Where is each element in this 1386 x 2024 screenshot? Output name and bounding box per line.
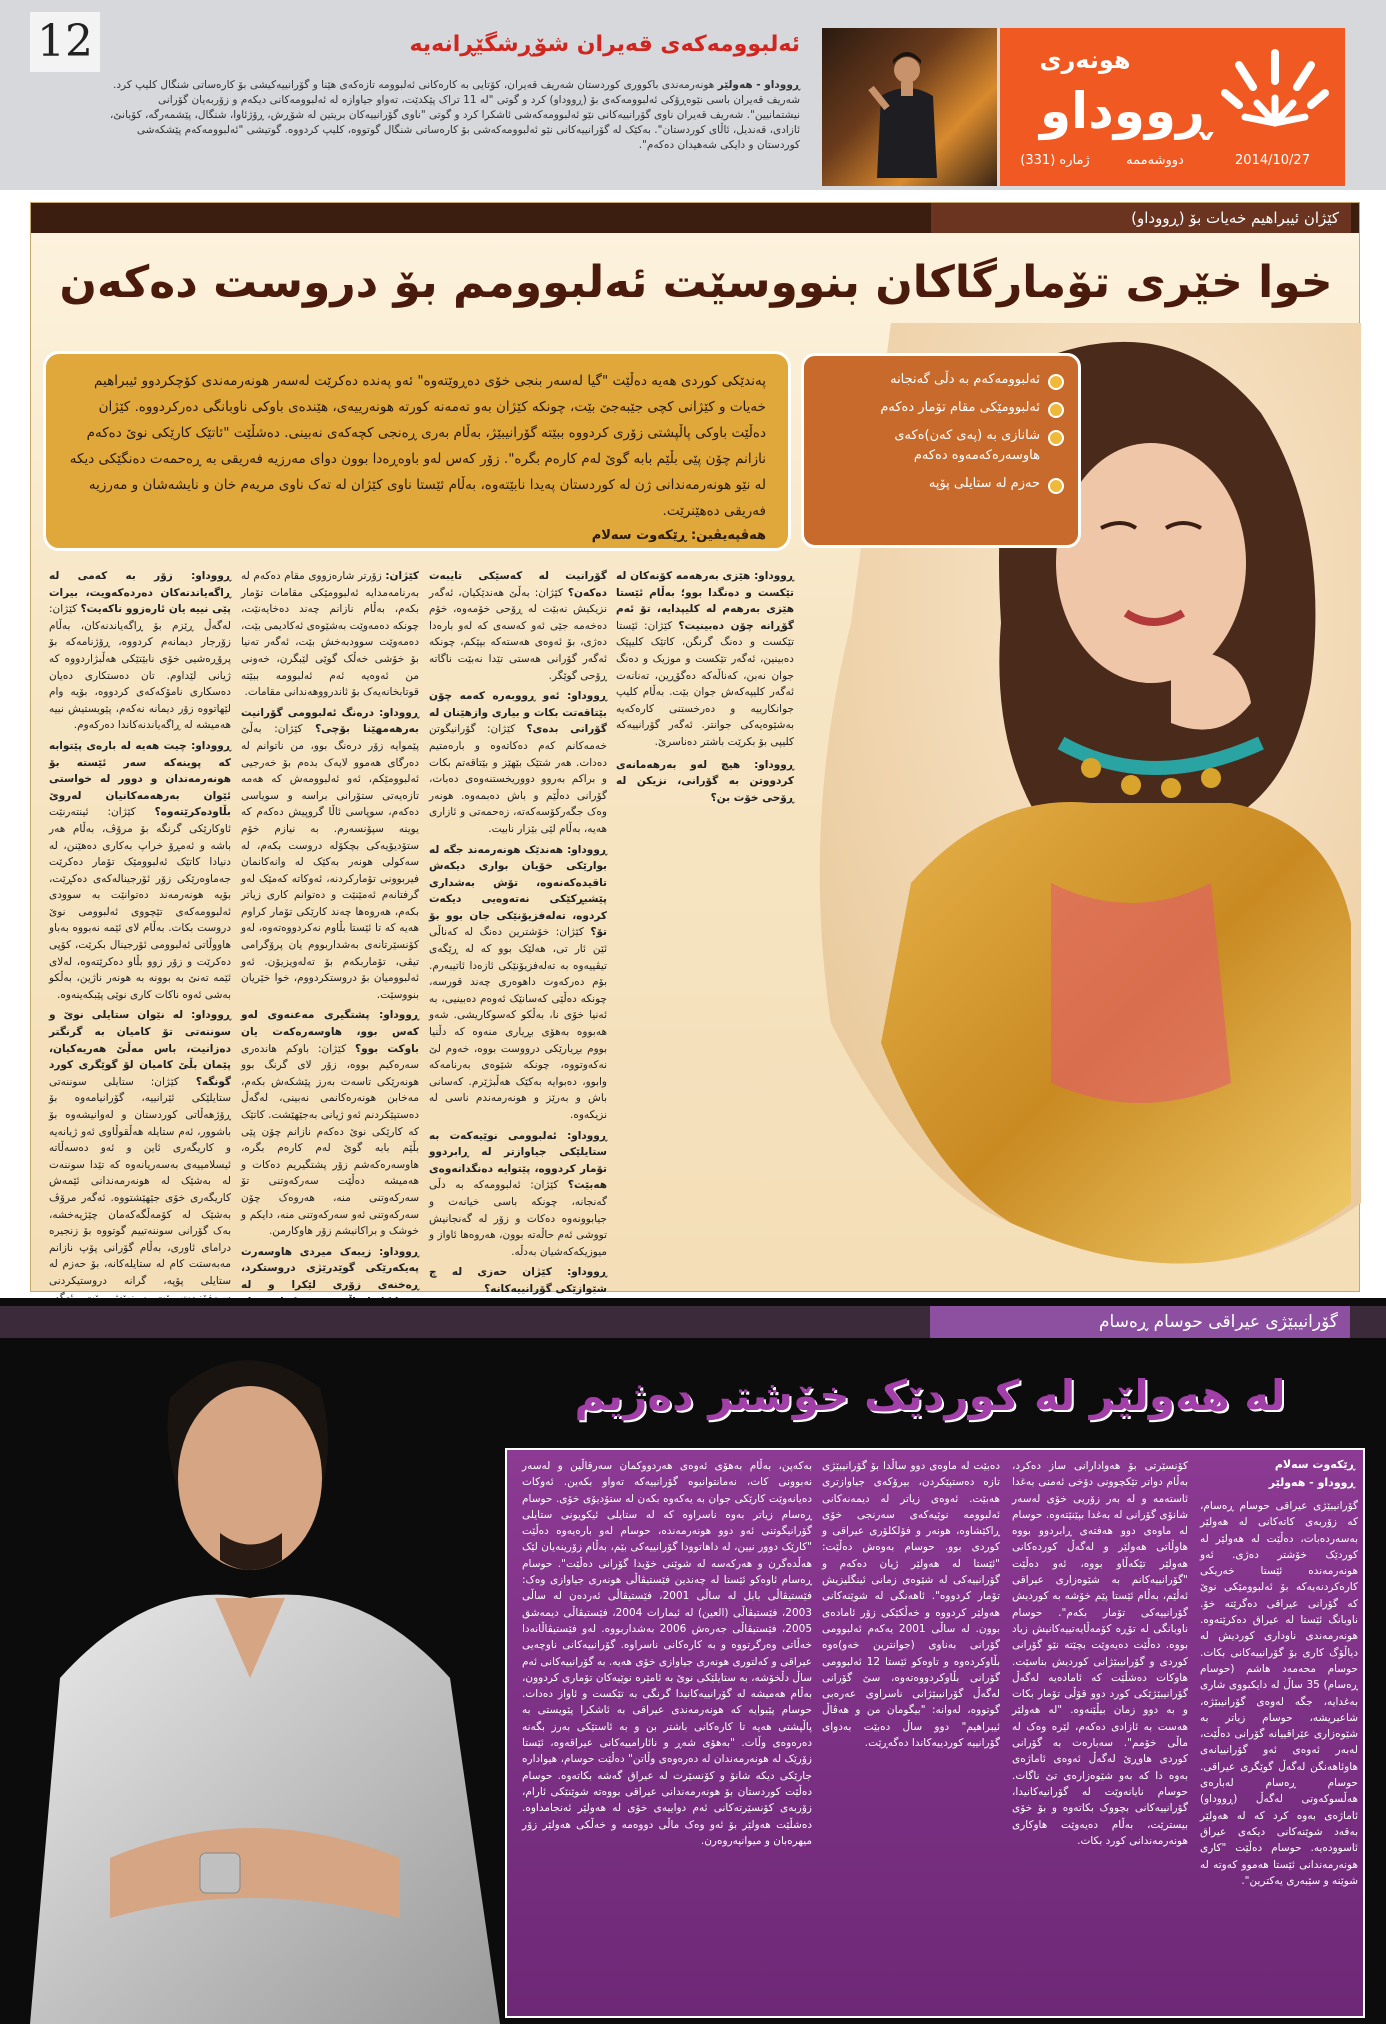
pullquote-item: شانازی بە (پەی کەن)ەکەی هاوسەرەکەمەوە دەکەم: [818, 426, 1064, 466]
bullet-icon: [1048, 402, 1064, 418]
article-hussam: [0, 1298, 1386, 2024]
promo-title[interactable]: ئەلبوومەکەی قەیران شۆڕشگێڕانەیە: [409, 32, 800, 57]
promo-byline: ڕووداو - هەولێر: [717, 79, 800, 91]
bullet-icon: [1048, 478, 1064, 494]
article1-column-3: کێژان: زۆرتر شارەزووی مقام دەکەم لە بەرنامەمدایە ئەلبوومێکی مقامات تۆمار بکەم، بەڵام نازانم چەند دەخایەنێت، چونکە دەمەوێت بەشێوەی ئەکادیمی بێت، دەمەوێت سوودبەخش بێت، ئەگەر تەنیا بۆ خۆشی خەڵک گوێی لێبگرن، خەونی من ئەوەیە ئەم ئەلبوومە ببێتە قوتابخانەیەک بۆ ئاندرووهەندانی مقامات. ڕووداو: درەنگ ئەلبوومی گۆرانیت بەرهەمهێنا بۆچی؟ کێژان: بەڵێ پێموایە زۆر درەنگ بوو، من ناتوانم لە دەرگای هەموو لایەک بدەم بۆ خەرجیی ئەلبوومێکم، ئەو ئەلبوومەش کە هەمە تازەیەتی ستۆرانی براسە و سویاسی دەکەم، سوپاسی ئاڵا گروپیش دەکەم کە یوینە سپۆنسەرم. بە نیازم خۆم ستۆدیۆیەکی بچکۆلە دروست بکەم، لە سەکولی هونەر بەکێک لە وانەکانمان فیربوونی تۆمارکردنە، ئەوکاتە کەمێک لەو گرفتانەم ئەمێنێت و دەتوانم کاری زیاتر بکەم، هەروەها چەند کارێکی تۆمار کراوم هەیە کە تا ئێستا بڵاوم نەکردووەتەوە، لەو کۆنسێرتانەی بەشداربووم یان پرۆگرامی تیڤی، تۆماربکەم بۆ تەلەویزیۆن. ئەو ئەلبوومیان بۆ دروستکردووم، خوا خێریان بنووسێت. ڕووداو: پشتگیری مەعنەوی لەو کەس بوو، هاوسەرەکەت یان باوکت بوو؟ کێژان: باوکم هاندەری سەرەکیم بووە، زۆر لای گرنگ بوو هونەرێکی تاسەت بەرز پێشکەش بکەم، مەخابن هونەرەکانمی نەبینی، لەگەڵ دەستپێکردنم ئەو ژیانی بەجێهێشت. کاتێک کە کارێکی نوێ دەکەم نازانم چۆن پێی بڵێم بابە گوێ لەم کارەم بگرە، هاوسەرەکەشم زۆر پشتگیریم دەکات و هەمیشە دەڵێت سەرکەوتنی تۆ سەرکەوتنی منە، هەروەک چۆن سەرکەوتنی ئەو سەرکەوتنی منە، دایکم و خوشک و براکانیشم زۆر هاوکارمن. ڕووداو: زیبەک میردی هاوسەرت پەیکەرێکی گوێدرێژی دروستکرد، ڕەخنەی زۆری لێکرا و لە: [241, 570, 419, 1291]
article1-byline: کێژان ئیبراهیم خەیات بۆ (ڕووداو): [931, 203, 1351, 233]
page-number: 12: [30, 12, 100, 72]
article2-headline[interactable]: لە هەولێر لە کوردێک خۆشتر دەژیم: [574, 1371, 1286, 1420]
top-strip: [0, 0, 1386, 190]
intro-box: [43, 351, 791, 551]
singer-figure: [867, 48, 947, 178]
issue-day: دووشەممە: [1126, 153, 1184, 168]
hussam-photo: [0, 1298, 520, 2024]
article1-column-1: ڕووداو: هێزی بەرهەمە کۆنەکان لە تێکست و دەنگدا بوو؛ بەڵام ئێستا هێزی بەرهەم لە کلیپدایە، تۆ ئەم گۆڕانە چۆن دەبینیت؟ کێژان: ئێستا تێکست و دەنگ گرنگن، کاتێک کلیپێک دەبینین، ئەگەر تێکست و موزیک و دەنگ جوان نەبن، کەناڵەکە دەگۆڕین، تەنانەت ئەگەر کلیپەکەش جوان بێت. بەڵام کلیپ جوانکارییە و دەرخستنی کارەکەیە بەشێوەیەکی جوانتر. ئەگەر گۆرانییەکە کلیپی بۆ بکرێت باشتر دەناسرێ. ڕووداو: هیچ لەو بەرهەمانەی کردووتن بە گۆرانی، نزیکن لە ڕۆحی خۆت بن؟: [616, 570, 794, 804]
pullquote-box: [801, 353, 1081, 548]
article2-column-4: بەکەپن، بەڵام بەهۆی ئەوەی هەردووکمان سەرقاڵین و لەسەر نەبوونی کات، نەمانتوانیوە گۆرانییەکە تەواو بکەین. ئەوکات دەیانەوێت کارێکی جوان بە یەکەوە بکەن لە ستۆدیۆی خۆی. حوسام ڕەسام زیاتر بەوە ناسراوە کە لە ستایلی ئیکویونی ستایلی گۆرانیگوتنی ئەو دوو هونەرمەندە، حوسام لەو بارەیەوە دەڵێت "کارێک دوور نیین، لە داهاتوودا گۆرانییەکی بێم، بەڵام زۆرینەیان لێک هەڵدەگرن و هەرکەسە لە شوێنی خۆیدا گۆرانی دەڵێت". حوسام ڕەسام ئاوەکو ئێستا لە چەندین فێستیڤاڵی هونەری جیاوازی وەک: فێستیڤاڵی بابل لە ساڵی 2001، فێستیڤاڵی ئەردەن لە ساڵی 2003، فێستیڤاڵی (العین) لە ئیمارات 2004، فێستیڤاڵی دیمەشق 2005، فێستیڤاڵی جەرەش 2006 بەشداربووە. لەو فێستیڤاڵانەدا خەڵاتی وەرگرتووە و بە کارەکانی ناسراوە. گۆرانییەکانی ناوچەیی عیراقی و کەلتوری هونەری جیاوازی خۆی هەیە. بە گۆرانییەکانی ئەم ساڵ دڵخۆشە، بە ستایلێکی نوێ بە ئامێرە نوێیەکان تۆماری کردوون، بەڵام هەمیشە لە گۆرانییەکانیدا گرنگی بە تێکست و ئاواز دەدات. حوسام پێیوایە کە هونەرمەندی عیراقی بە ئاشکرا پێویستی بە پاڵپشتی هەیە تا کارەکانی باشتر بن و بە ئاستێکی بەرز بگەنە دەرەوەی وڵات. "بەهۆی شەڕ و نائارامییەکانی عیراقەوە، ئێستا زۆرێک لە هونەرمەندان لە دەرەوەی وڵاتن" دەڵێت حوسام، هیوادارە جارێکی دیکە شانۆ و کۆنسێرت لە عیراق گەشە بکاتەوە. حوسام دەڵێت کوردستان بۆ هونەرمەندانی عیراقی بووەتە شوێنێکی ئارام، زۆربەی کۆنسێرتەکانی ئەم دواییەی خۆی لە هەولێر ئەنجامداوە. دەشڵێت هەولێر بۆ ئەو وەک ماڵی دووەمە و خەڵکی هەولێر زۆر میهرەبان و میوانپەروەرن.: [522, 1460, 813, 1847]
article2-credit: [1200, 1456, 1355, 1496]
pullquote-item: ئەلبوومێکی مقام تۆمار دەکەم: [818, 398, 1064, 418]
article2-column-1: گۆرانیبێژی عیراقی حوسام ڕەسام، کە زۆربەی کاتەکانی لە هەولێر بەسەردەبات، دەڵێت لە هەولێر لە کوردێک خۆشتر دەژی. ئەو هونەرمەندە ئێستا خەریکی کارەکردنەیەکە بۆ ئەلبوومێکی نوێ کە گۆرانی عیراقی دەگرێتە خۆ. ناوبانگ ئێستا لە عیراق دەکرێتەوە. هونەرمەندی ناوداری کوردیش لە دیاڵۆگ کاری بۆ گۆرانییەکانی بکات. حوسام محەمەد هاشم (حوسام ڕەسام) 35 ساڵ لە دایکبووی شاری بەغدایە، جگە لەوەی گۆرانیبێژە، شاعیریشە، حوسام زیاتر بە شێوەزاری عێراقییانە گۆرانی دەڵێت، لەبەر ئەوەی ئەو گۆرانییانەی هاوئاهەنگن لەگەڵ گوێگری عیراقی. حوسام ڕەسام لەبارەی هەڵسوکەوتی لەگەڵ (ڕووداو) ئاماژەی بەوە کرد کە لە هەولێر بەقەد شوێنەکانی دیکەی عیراق ئاسوودەیە. حوسام دەڵێت "کاری هونەرمەندانی ئێستا هەموو کەوتە لە شوێنە و سێبەری یەکترین".: [1200, 1500, 1358, 1887]
promo-body: [110, 78, 800, 183]
article-kezhan: [30, 202, 1360, 1295]
article2-column-3: دەبێت لە ماوەی دوو ساڵدا بۆ گۆرانیبێژی تازە دەستپێکردن، بیرۆکەی جیاوازتری هەبێت. ئەوەی زیاتر لە دیمەنەکانی ئەلبوومە نوێیەکەی سەرنجی خۆی ڕاکێشاوە، هونەر و فۆلکلۆری عیراقی و کوردی بوو. حوسام بەوەش دەڵێت: "ئێستا لە هەولێر ژیان دەکەم و گۆرانییەکی لە شێوەی زمانی ئینگلیزیش تۆمار کردووە". ئاهەنگی لە شوێنەکانی هەولێر کردووە و خەڵکێکی زۆر ئامادەی بوون. لە ساڵی 2001 یەکەم ئەلبوومی گۆرانی بەناوی (جوانترین خەو)ەوە بڵاوکردەوە و تاوەکو ئێستا 12 ئەلبوومی گۆرانی بڵاوکردووەتەوە، سێ گۆرانی لەگەڵ گۆرانیبێژانی ناسراوی عەرەبی گوتووە، لەوانە: "بیگومان من و هەڤاڵ ئیبراهیم" دوو ساڵ دەبێت بەدوای گۆرانییە کوردییەکاندا دەگەڕێت.: [822, 1460, 1000, 1750]
pullquote-item: حەزم لە ستایلی پۆپە: [818, 474, 1064, 494]
article1-column-4: ڕووداو: زۆر بە کەمی لە ڕاگەیاندنەکان دەردەکەویت، بیرات پێی نییە یان ئارەزوو ناکەیت؟ کێژان: لەگەڵ ڕێزم بۆ ڕاگەیاندنەکان، بەڵام زۆرجار دیمانەم کردووە، ڕۆژنامەکە بۆ پرۆڕەشیی خۆی نابێتێکی هەڵبژاردووە کە ژیانی لێداوم. تان دەستکاری دەیان دەسکاری نامۆکەکەی کردووە، بۆیە وام لێهاتووە زۆر دیمانە نەکەم، پێویستیش نییە هەمیشە لە ڕاگەیاندنەکاندا دەرکەوم. ڕووداو: چیت هەیە لە بارەی پێتوابە کە پوینەکە سەر ئێستە بۆ هونەرمەندان و دوور لە خواستی ئێوان بەرهەمەکانیان لەروێ بڵاودەکرێتەوە؟ کێژان: ئینتەرنێت ئاوکارێکی گرنگە بۆ مرۆڤ، بەڵام هەر باشە و ئەمڕۆ خراپ بەکاری دەهێنن، لە دنیادا کاتێک ئەلبوومێک تۆمار دەکرێت جەماوەرێکی زۆر ئۆرجینالەکەی دەکڕێت، بۆیە هونەرمەند دەتوانێت بە سوودی ئەلبوومەکەی تێچووی ئەلبوومی نوێ دروست بکات. بەڵام لای ئێمە نەبووە بەباو هاووڵاتی ئەلبوومی ئۆرجینال بکرێت، کۆپی دەکرێت و زۆر زوو بڵاو دەکرێتەوە، لەلای ئێمە تەنێ بە بوونە بە هونەر ناژین، بەڵکو بەشی ئەوە ناکات کاری نوێی پێبکەینەوە. ڕووداو: لە نێوان ستایلی نوێ و سوننەتی تۆ کامیان بە گرنگتر دەزانیت، باس مەڵێ هەریەکیان، پێمان بڵێ کامیان لۆ گوێگری کورد گونگە؟ کێژان: ستایلی سوننەتی ستایلێکی ئێرانییە، گۆرانیامەوە بۆ ڕۆژهەڵاتی کوردستان و لەوانیشەوە بۆ باشوور، ئەم ستایلە هەڵقوڵاوی ئەو ژیانەیە و کاریگەری ئاین و ئەو دەسەڵاتە ئیسلامییەی بەسەریانەوە کە تێدا سوننەت لە بەشێک لە هونەرمەندانی ئێمەش کاریگەری خۆی جێهێشتووە. ئەگەر مرۆڤ بەشێک لە کۆمەڵگەکەمان چێژیەخشە، بەک گۆرانی سوننەتییم گوتووە بۆ زنجیرە درامای ئاوری، بەڵام گۆرانی پۆپ نازانم مەبەستت کام لە ستایلەکانە، بۆ حەزم لە ستایلی پۆپە، گرانە دروستیکردنی: [49, 570, 232, 1287]
pullquote-item: ئەلبوومەکەم بە دڵی گەنجانە: [818, 370, 1064, 390]
promo-photo[interactable]: [822, 28, 997, 186]
issue-date: 2014/10/27: [1235, 153, 1310, 168]
intro-text: پەندێکی کوردی هەیە دەڵێت "گیا لەسەر بنجی خۆی دەڕوێتەوە" ئەو پەندە دەکرێت لەسەر هونەرمەندی کۆچکردوو ئیبراهیم خەیات و کێژانی کچی جێبەجێ بێت، چونکە کێژان بەو تەمەنە کورتە هونەرییەی، هێندەی باوکی ناوبانگی دەرکردووە. کێژان دەڵێت باوکی پاڵپشتی زۆری کردووە ببێتە گۆرانیبێژ، بەڵام بەری ڕەنجی کچەکەی نەبینی. دەشڵێت "ئاتێک کارێکی نوێ دەکەم نازانم چۆن پێی بڵێم بابە گوێ لەم کارەم بگرە". زۆر کەس لەو باوەڕەدا بوون دوای مەرزیە فەریقی بە ڕەحمەت دەنگێکی دیکە لە نێو هونەرمەندانی ژن لە کوردستان پەیدا نابێتەوە، بەڵام ئێستا ناوی کێژان لە تەک ناوی مریەم خان و نایشەشان و مەرزیە فەریقی دەهێنرێت.: [69, 373, 766, 519]
promo-text: هونەرمەندی باکووری کوردستان شەریف قەیران، کۆتایی بە کارەکانی ئەلبوومە تازەکەی هێنا و گۆرانییەکیشی بۆ کارەساتی شنگال کلیپ کرد. شەریف قەیران باسی نێوەڕۆکی ئەلبوومەکەی بۆ (ڕووداو) کرد و گوتی "لە 11 تراک پێکدێت، تەواو جیاوازە لە ئەلبوومەکانی دیکەم و زۆربەیان گۆرانی نیشتمانیین". شەریف قەیران ناوی گۆرانییەکانی نێو ئەلبوومەکەشی ئاشکرا کرد و گوتی "ناوی گۆرانییەکان بریتین لە شۆڕش، ڕۆژئاوا، شنگال، پێشمەرگە، کۆبانێ، ئازادی، قەندیل، ئاڵای کوردستان". بەکێک لە گۆرانییەکانی نێو ئەلبوومەکەشی بۆ کارەساتی شنگال گوتووە، کلیپ کردووە. گوتیشی "ئەلبوومەکەم پێشکەشی کوردستان و دایکی شەهیدان دەکەم".: [110, 79, 800, 151]
section-name: هونەری: [1039, 46, 1131, 74]
article2-column-2: کۆنسێرتی بۆ هەوادارانی ساز دەکرد، بەڵام دواتر تێکچوونی دۆخی ئەمنی بەغدا ئاستەمە و لە بەر زۆریی خۆی لەسەر شانۆی گۆرانی لە بەغدا بپێنێتەوە. حوسام لە ماوەی دوو هەفتەی ڕابردوو بووە هاوڵاتی هەولێر و لەگەڵ کوردەکانی هەولێر تێکەڵاو بووە، ئەو دەڵێت "گۆرانییەکانم بە شێوەزاری عیراقی ئەڵێم، بەڵام ئێستا پێم خۆشە بە کوردیش گۆرانییەکی تۆمار بکەم". حوسام ناوبانگی لە تۆڕە کۆمەڵایەتییەکانیش زیاد بووە. دەڵێت دەیەوێت بچێتە نێو گۆرانی کوردی و گۆرانیبێژانی کوردیش بناسێت. هاوکات دەشڵێت کە ئامادەیە لەگەڵ گۆرانیبێژێکی کورد دوو قۆڵی تۆمار بکات و بە دوو زمان بیڵێنەوە. "لە هەولێر هەست بە ئازادی دەکەم، لێرە وەک لە ماڵی خۆمم". سەبارەت بە گۆرانی کوردی هاوڕێ لەگەڵ ئەوەی ئاماژەی بەوە دا کە بەو شێوەزارەی تێ ناگات. حوسام نایانەوێت لە گۆرانیەکانیدا، گۆرانییەکانی بچووک بکاتەوە و بۆ خۆی بیسترێت، بەڵام دەیەوێت هاوکاری هونەرمەندانی کورد بکات.: [1012, 1460, 1188, 1847]
article2-byline: گۆرانیبێژی عیراقی حوسام ڕەسام: [930, 1306, 1350, 1338]
masthead: [1000, 28, 1345, 186]
sun-rays-logo-icon: [1225, 43, 1330, 143]
article1-column-2: گۆرانیت لە کەسێکی تایبەت دەکەن؟ کێژان: بەڵێ هەندێکیان، ئەگەر نزیکیش نەبێت لە ڕۆحی خۆمەوە، خۆم دەخەمە جێی ئەو کەسەی کە لەو بارەدا دەژی، بۆ ئەوەی هەستەکە بپێکم، چونکە ئەگەر گۆرانی هەستی تێدا نەبێت ناگاتە ڕۆحی گوێگر. ڕووداو: ئەو ڕووبەرە کەمە چۆن بێتاقەتت بکات و بیاری وازهێنان لە گۆرانی بدەی؟ کێژان: گۆرانیگوتن خەمەکانم کەم دەکاتەوە و بارەمتیم دەدات. هەر شتێک بێهێز و بێتاقەتم بکات و براکم بەروو دووریخستنەوەی دەبات، گۆرانی دەڵێم و باش دەبمەوە. هونەر وەک جگەرکۆسەکەتە، زەحمەتی و ئازاری هەیە، بەڵام لێی بێزار نابیت. ڕووداو: هەندێک هونەرمەند جگە لە بوارێکی خۆیان بواری دیکەش تاقیدەکەنەوە، تۆش بەشداری پێشبڕکێکی نەتەوەیی دیکەت کردوە، تەلەفزیۆنێکی جان بوو بۆ تۆ؟ کێژان: خۆشترین دەنگ لە کەناڵی ئێن ئار تی، هەلێک بوو کە لە ڕێگەی تیڤییەوە بە تەلەفزیۆنێکی ئازەدا ئاتیبەرم. بۆم دەرکەوت داهوەری چەند قورسە، چونکە دەڵێی کەسانێک ئەوەم دەبینیی، بە ئەنیا خۆی نا، بەڵکو کەسوکاریشی. شەو هەبووە بەهۆی بڕیاری منەوە کە دڵنیا بووم بڕیارێکی درووست بووە، خەوم لێ نەکەوتووە، چونکە شێوەی بەرنامەکە وابوو، دەبوایە بەکێک هەڵبژێرم. کەسانی باش و بەرێز و هونەرمەندم ناسی لە نزیکەوە. ڕووداو: ئەلبوومی نوێیەکەت بە ستایلێکی جیاوازتر لە ڕابردوو تۆمار کردووە، پێتوایە دەنگدانەوەی هەبێت؟ کێژان: ئەلبوومەکە بە دڵی گەنجانە، چونکە باسی خیانەت و جیابوونەوە دەکات و زۆر لە گەنجانیش تووشی ئەم حاڵەتە بوون، هەروەها ئاواز و میوزیکەکەشیان بەدڵە. ڕووداو: کێژان حەزی لە چ شێوازێکی گۆرانییەکانە؟: [429, 570, 608, 1295]
bullet-icon: [1048, 374, 1064, 390]
rudaw-logo[interactable]: ڕووداو: [1039, 82, 1211, 140]
issue-number: ژمارە (331): [1020, 153, 1090, 168]
article1-headline[interactable]: خوا خێری تۆمارگاکان بنووسێت ئەلبوومم بۆ دروست دەکەن: [59, 257, 1333, 308]
credit-name: ڕێکەوت سەلام: [1274, 1458, 1355, 1471]
bullet-icon: [1048, 430, 1064, 446]
interviewer-credit: هەڤپەیڤین: ڕێکەوت سەلام: [591, 528, 766, 543]
credit-location: ڕووداو - هەولێر: [1268, 1476, 1355, 1489]
